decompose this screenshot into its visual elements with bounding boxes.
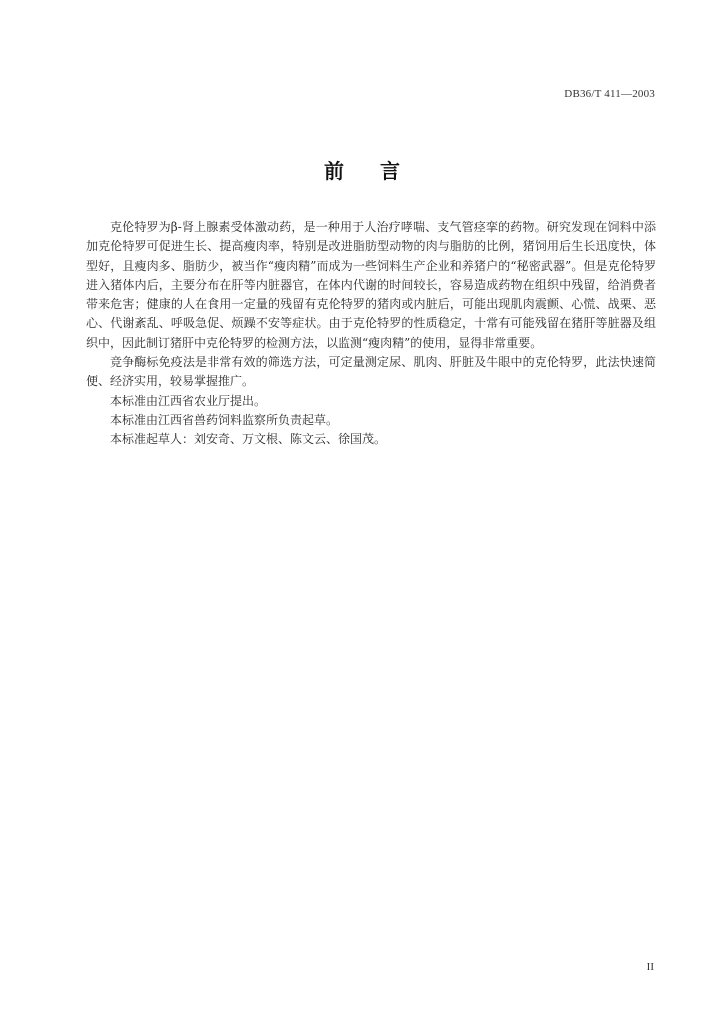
paragraph-method: 竞争酶标免疫法是非常有效的筛选方法，可定量测定尿、肌肉、肝脏及牛眼中的克伦特罗，此法快速简便、经济实用，较易掌握推广。	[86, 355, 656, 389]
title-char-2: 言	[380, 159, 400, 183]
foreword-body	[86, 218, 656, 450]
paragraph-drafting-unit: 本标准由江西省兽药饲料监察所负责起草。	[110, 412, 339, 427]
paragraph-intro: 克伦特罗为β-肾上腺素受体激动药，是一种用于人治疗哮喘、支气管痉挛的药物。研究发现在饲料中添加克伦特罗可促进生长、提高瘦肉率，特别是改进脂肪型动物的肉与脂肪的比例，猪饲用后生长迅度快，体型好，且瘦肉多、脂肪少，被当作“瘦肉精”而成为一些饲料生产企业和养猪户的“秘密武器”。但是克伦特罗进入猪体内后，主要分布在肝等内脏器官，在体内代谢的时间较长，容易造成药物在组织中残留，给消费者带来危害；健康的人在食用一定量的残留有克伦特罗的猪肉或内脏后，可能出现肌肉震颤、心慌、战栗、恶心、代谢紊乱、呼吸急促、烦躁不安等症状。由于克伦特罗的性质稳定，十常有可能残留在猪肝等脏器及组织中，因此制订猪肝中克伦特罗的检测方法，以监测“瘦肉精”的使用，显得非常重要。	[86, 220, 656, 350]
page-number: II	[646, 961, 654, 973]
title-char-1: 前	[324, 159, 344, 183]
paragraph-drafters: 本标准起草人：刘安奇、万文根、陈文云、徐国茂。	[110, 432, 387, 447]
page-title	[0, 155, 724, 184]
document-code: DB36/T 411—2003	[564, 88, 655, 100]
paragraph-proposer: 本标准由江西省农业厅提出。	[110, 393, 267, 408]
